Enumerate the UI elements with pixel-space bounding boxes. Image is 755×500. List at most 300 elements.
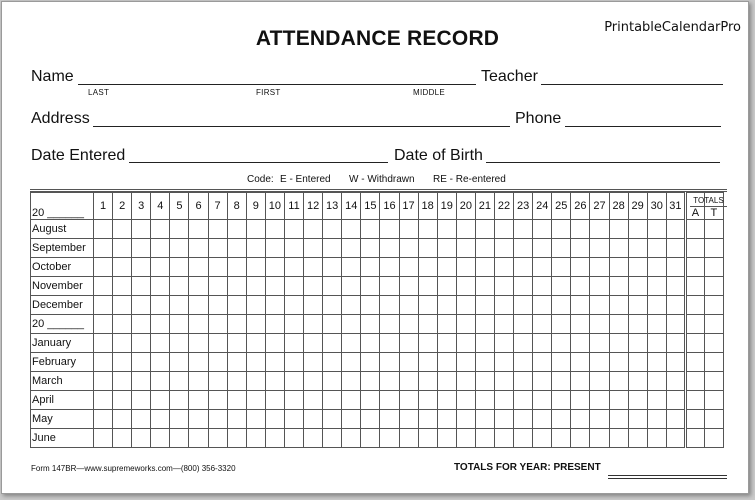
attendance-cell[interactable] (552, 391, 571, 410)
attendance-cell[interactable] (514, 429, 533, 448)
attendance-cell[interactable] (208, 391, 227, 410)
attendance-cell[interactable] (170, 334, 189, 353)
attendance-cell[interactable] (418, 353, 437, 372)
attendance-cell[interactable] (94, 391, 113, 410)
attendance-cell[interactable] (380, 391, 399, 410)
attendance-cell[interactable] (609, 372, 628, 391)
attendance-cell[interactable] (132, 220, 151, 239)
attendance-cell[interactable] (132, 258, 151, 277)
attendance-cell[interactable] (609, 410, 628, 429)
attendance-cell[interactable] (380, 258, 399, 277)
attendance-cell[interactable] (113, 258, 132, 277)
attendance-cell[interactable] (533, 258, 552, 277)
attendance-cell[interactable] (323, 429, 342, 448)
attendance-cell[interactable] (475, 296, 494, 315)
attendance-cell[interactable] (132, 353, 151, 372)
attendance-cell[interactable] (590, 353, 609, 372)
attendance-cell[interactable] (552, 410, 571, 429)
attendance-cell[interactable] (246, 372, 265, 391)
attendance-cell[interactable] (456, 391, 475, 410)
attendance-cell[interactable] (189, 258, 208, 277)
attendance-cell[interactable] (94, 429, 113, 448)
attendance-cell[interactable] (590, 315, 609, 334)
attendance-cell[interactable] (609, 296, 628, 315)
totals-cell[interactable] (685, 258, 704, 277)
attendance-cell[interactable] (514, 353, 533, 372)
totals-cell[interactable] (704, 410, 723, 429)
attendance-cell[interactable] (132, 277, 151, 296)
attendance-cell[interactable] (304, 315, 323, 334)
attendance-cell[interactable] (246, 391, 265, 410)
attendance-cell[interactable] (284, 258, 303, 277)
attendance-cell[interactable] (456, 277, 475, 296)
attendance-cell[interactable] (533, 239, 552, 258)
attendance-cell[interactable] (113, 391, 132, 410)
attendance-cell[interactable] (456, 353, 475, 372)
attendance-cell[interactable] (304, 220, 323, 239)
attendance-cell[interactable] (304, 334, 323, 353)
attendance-cell[interactable] (265, 239, 284, 258)
attendance-cell[interactable] (361, 429, 380, 448)
attendance-cell[interactable] (323, 372, 342, 391)
teacher-field[interactable] (541, 84, 723, 85)
attendance-cell[interactable] (227, 239, 246, 258)
attendance-cell[interactable] (132, 429, 151, 448)
attendance-cell[interactable] (284, 410, 303, 429)
attendance-cell[interactable] (437, 372, 456, 391)
attendance-cell[interactable] (208, 239, 227, 258)
attendance-cell[interactable] (437, 410, 456, 429)
attendance-cell[interactable] (94, 315, 113, 334)
attendance-cell[interactable] (170, 220, 189, 239)
attendance-cell[interactable] (628, 391, 647, 410)
totals-cell[interactable] (685, 391, 704, 410)
attendance-cell[interactable] (170, 372, 189, 391)
attendance-cell[interactable] (399, 410, 418, 429)
attendance-cell[interactable] (304, 391, 323, 410)
attendance-cell[interactable] (265, 258, 284, 277)
attendance-cell[interactable] (342, 334, 361, 353)
attendance-cell[interactable] (647, 429, 666, 448)
attendance-cell[interactable] (323, 239, 342, 258)
attendance-cell[interactable] (514, 220, 533, 239)
attendance-cell[interactable] (399, 334, 418, 353)
attendance-cell[interactable] (132, 239, 151, 258)
attendance-cell[interactable] (399, 429, 418, 448)
attendance-cell[interactable] (628, 429, 647, 448)
attendance-cell[interactable] (323, 410, 342, 429)
attendance-cell[interactable] (514, 315, 533, 334)
attendance-cell[interactable] (628, 372, 647, 391)
attendance-cell[interactable] (533, 410, 552, 429)
attendance-cell[interactable] (304, 258, 323, 277)
attendance-cell[interactable] (284, 429, 303, 448)
attendance-cell[interactable] (323, 353, 342, 372)
attendance-cell[interactable] (380, 429, 399, 448)
year-label[interactable]: 20 ______ (31, 193, 94, 220)
date-entered-field[interactable] (129, 162, 388, 163)
phone-field[interactable] (565, 126, 721, 127)
attendance-cell[interactable] (571, 220, 590, 239)
attendance-cell[interactable] (418, 429, 437, 448)
attendance-cell[interactable] (189, 315, 208, 334)
attendance-cell[interactable] (590, 277, 609, 296)
attendance-cell[interactable] (494, 239, 513, 258)
attendance-cell[interactable] (380, 239, 399, 258)
attendance-cell[interactable] (590, 372, 609, 391)
attendance-cell[interactable] (113, 372, 132, 391)
attendance-cell[interactable] (265, 296, 284, 315)
attendance-cell[interactable] (437, 296, 456, 315)
attendance-cell[interactable] (514, 334, 533, 353)
attendance-cell[interactable] (304, 296, 323, 315)
attendance-cell[interactable] (227, 372, 246, 391)
attendance-cell[interactable] (94, 277, 113, 296)
attendance-cell[interactable] (323, 391, 342, 410)
totals-cell[interactable] (704, 353, 723, 372)
attendance-cell[interactable] (494, 277, 513, 296)
attendance-cell[interactable] (227, 220, 246, 239)
totals-present-line[interactable] (608, 475, 727, 476)
attendance-cell[interactable] (494, 220, 513, 239)
attendance-cell[interactable] (609, 334, 628, 353)
attendance-cell[interactable] (170, 239, 189, 258)
attendance-cell[interactable] (647, 391, 666, 410)
attendance-cell[interactable] (189, 372, 208, 391)
attendance-cell[interactable] (437, 353, 456, 372)
attendance-cell[interactable] (590, 334, 609, 353)
attendance-cell[interactable] (628, 239, 647, 258)
attendance-cell[interactable] (380, 296, 399, 315)
attendance-cell[interactable] (380, 353, 399, 372)
attendance-cell[interactable] (647, 372, 666, 391)
totals-cell[interactable] (704, 429, 723, 448)
attendance-cell[interactable] (151, 296, 170, 315)
totals-cell[interactable] (704, 296, 723, 315)
attendance-cell[interactable] (151, 277, 170, 296)
totals-cell[interactable] (704, 277, 723, 296)
attendance-cell[interactable] (647, 334, 666, 353)
attendance-cell[interactable] (647, 410, 666, 429)
attendance-cell[interactable] (418, 372, 437, 391)
attendance-cell[interactable] (647, 258, 666, 277)
attendance-cell[interactable] (418, 391, 437, 410)
attendance-cell[interactable] (342, 429, 361, 448)
attendance-cell[interactable] (494, 258, 513, 277)
attendance-cell[interactable] (552, 296, 571, 315)
attendance-cell[interactable] (533, 334, 552, 353)
attendance-cell[interactable] (132, 391, 151, 410)
attendance-cell[interactable] (227, 410, 246, 429)
attendance-cell[interactable] (475, 334, 494, 353)
attendance-cell[interactable] (552, 429, 571, 448)
attendance-cell[interactable] (380, 220, 399, 239)
attendance-cell[interactable] (552, 334, 571, 353)
attendance-cell[interactable] (399, 353, 418, 372)
totals-cell[interactable] (704, 315, 723, 334)
attendance-cell[interactable] (113, 315, 132, 334)
attendance-cell[interactable] (361, 315, 380, 334)
attendance-cell[interactable] (284, 334, 303, 353)
attendance-cell[interactable] (533, 353, 552, 372)
attendance-cell[interactable] (647, 277, 666, 296)
attendance-cell[interactable] (514, 372, 533, 391)
totals-cell[interactable] (685, 315, 704, 334)
attendance-cell[interactable] (170, 391, 189, 410)
attendance-cell[interactable] (151, 334, 170, 353)
attendance-cell[interactable] (246, 239, 265, 258)
attendance-cell[interactable] (456, 429, 475, 448)
attendance-cell[interactable] (666, 296, 685, 315)
attendance-cell[interactable] (113, 220, 132, 239)
attendance-cell[interactable] (628, 410, 647, 429)
attendance-cell[interactable] (380, 315, 399, 334)
attendance-cell[interactable] (609, 258, 628, 277)
attendance-cell[interactable] (475, 315, 494, 334)
attendance-cell[interactable] (113, 334, 132, 353)
attendance-cell[interactable] (437, 277, 456, 296)
attendance-cell[interactable] (456, 258, 475, 277)
attendance-cell[interactable] (437, 315, 456, 334)
attendance-cell[interactable] (208, 277, 227, 296)
attendance-cell[interactable] (361, 296, 380, 315)
attendance-cell[interactable] (399, 220, 418, 239)
attendance-cell[interactable] (342, 372, 361, 391)
attendance-cell[interactable] (533, 372, 552, 391)
attendance-cell[interactable] (94, 372, 113, 391)
attendance-cell[interactable] (227, 391, 246, 410)
attendance-cell[interactable] (552, 315, 571, 334)
attendance-cell[interactable] (475, 410, 494, 429)
attendance-cell[interactable] (208, 372, 227, 391)
attendance-cell[interactable] (189, 353, 208, 372)
attendance-cell[interactable] (437, 220, 456, 239)
attendance-cell[interactable] (208, 296, 227, 315)
attendance-cell[interactable] (189, 410, 208, 429)
attendance-cell[interactable] (475, 429, 494, 448)
attendance-cell[interactable] (456, 334, 475, 353)
attendance-cell[interactable] (666, 353, 685, 372)
attendance-cell[interactable] (151, 372, 170, 391)
attendance-cell[interactable] (170, 429, 189, 448)
attendance-cell[interactable] (494, 429, 513, 448)
attendance-cell[interactable] (265, 315, 284, 334)
totals-cell[interactable] (685, 334, 704, 353)
attendance-cell[interactable] (246, 277, 265, 296)
attendance-cell[interactable] (151, 220, 170, 239)
attendance-cell[interactable] (609, 315, 628, 334)
attendance-cell[interactable] (494, 296, 513, 315)
attendance-cell[interactable] (647, 353, 666, 372)
attendance-cell[interactable] (399, 372, 418, 391)
attendance-cell[interactable] (170, 315, 189, 334)
attendance-cell[interactable] (571, 334, 590, 353)
attendance-cell[interactable] (514, 296, 533, 315)
attendance-cell[interactable] (666, 220, 685, 239)
attendance-cell[interactable] (552, 372, 571, 391)
attendance-cell[interactable] (514, 258, 533, 277)
attendance-cell[interactable] (494, 334, 513, 353)
attendance-cell[interactable] (342, 277, 361, 296)
attendance-cell[interactable] (361, 258, 380, 277)
attendance-cell[interactable] (94, 353, 113, 372)
attendance-cell[interactable] (647, 239, 666, 258)
attendance-cell[interactable] (323, 220, 342, 239)
attendance-cell[interactable] (208, 429, 227, 448)
attendance-cell[interactable] (571, 239, 590, 258)
attendance-cell[interactable] (189, 239, 208, 258)
attendance-cell[interactable] (94, 410, 113, 429)
attendance-cell[interactable] (208, 353, 227, 372)
attendance-cell[interactable] (284, 296, 303, 315)
attendance-cell[interactable] (590, 220, 609, 239)
attendance-cell[interactable] (418, 239, 437, 258)
attendance-cell[interactable] (323, 315, 342, 334)
attendance-cell[interactable] (533, 220, 552, 239)
attendance-cell[interactable] (284, 220, 303, 239)
attendance-cell[interactable] (666, 334, 685, 353)
attendance-cell[interactable] (533, 315, 552, 334)
attendance-cell[interactable] (227, 258, 246, 277)
attendance-cell[interactable] (514, 391, 533, 410)
attendance-cell[interactable] (647, 296, 666, 315)
attendance-cell[interactable] (227, 353, 246, 372)
attendance-cell[interactable] (361, 372, 380, 391)
attendance-cell[interactable] (304, 372, 323, 391)
attendance-cell[interactable] (151, 391, 170, 410)
attendance-cell[interactable] (246, 258, 265, 277)
attendance-cell[interactable] (666, 315, 685, 334)
attendance-cell[interactable] (533, 296, 552, 315)
totals-cell[interactable] (685, 353, 704, 372)
attendance-cell[interactable] (399, 277, 418, 296)
attendance-cell[interactable] (284, 277, 303, 296)
attendance-cell[interactable] (170, 277, 189, 296)
date-of-birth-field[interactable] (486, 162, 720, 163)
attendance-cell[interactable] (418, 277, 437, 296)
attendance-cell[interactable] (113, 277, 132, 296)
attendance-cell[interactable] (456, 296, 475, 315)
attendance-cell[interactable] (208, 258, 227, 277)
attendance-cell[interactable] (571, 372, 590, 391)
attendance-cell[interactable] (246, 429, 265, 448)
name-field[interactable] (78, 84, 476, 85)
attendance-cell[interactable] (189, 334, 208, 353)
attendance-cell[interactable] (284, 391, 303, 410)
attendance-cell[interactable] (609, 239, 628, 258)
attendance-cell[interactable] (475, 372, 494, 391)
totals-cell[interactable] (685, 239, 704, 258)
attendance-cell[interactable] (590, 429, 609, 448)
attendance-cell[interactable] (666, 429, 685, 448)
attendance-cell[interactable] (304, 239, 323, 258)
attendance-cell[interactable] (246, 315, 265, 334)
attendance-cell[interactable] (265, 353, 284, 372)
attendance-cell[interactable] (323, 296, 342, 315)
attendance-cell[interactable] (552, 220, 571, 239)
attendance-cell[interactable] (666, 239, 685, 258)
attendance-cell[interactable] (170, 258, 189, 277)
attendance-cell[interactable] (456, 410, 475, 429)
attendance-cell[interactable] (571, 429, 590, 448)
attendance-cell[interactable] (265, 220, 284, 239)
attendance-cell[interactable] (342, 258, 361, 277)
attendance-cell[interactable] (571, 391, 590, 410)
attendance-cell[interactable] (246, 353, 265, 372)
totals-cell[interactable] (685, 429, 704, 448)
attendance-cell[interactable] (418, 258, 437, 277)
attendance-cell[interactable] (628, 315, 647, 334)
attendance-cell[interactable] (113, 429, 132, 448)
attendance-cell[interactable] (514, 239, 533, 258)
attendance-cell[interactable] (361, 220, 380, 239)
attendance-cell[interactable] (456, 372, 475, 391)
attendance-cell[interactable] (380, 410, 399, 429)
attendance-cell[interactable] (514, 277, 533, 296)
totals-cell[interactable] (704, 258, 723, 277)
totals-cell[interactable] (704, 239, 723, 258)
attendance-cell[interactable] (227, 277, 246, 296)
attendance-cell[interactable] (552, 353, 571, 372)
attendance-cell[interactable] (151, 353, 170, 372)
attendance-cell[interactable] (151, 315, 170, 334)
attendance-cell[interactable] (609, 353, 628, 372)
attendance-cell[interactable] (628, 258, 647, 277)
totals-cell[interactable] (704, 391, 723, 410)
attendance-cell[interactable] (113, 296, 132, 315)
attendance-cell[interactable] (132, 315, 151, 334)
attendance-cell[interactable] (189, 296, 208, 315)
totals-cell[interactable] (685, 410, 704, 429)
attendance-cell[interactable] (475, 258, 494, 277)
totals-cell[interactable] (685, 220, 704, 239)
attendance-cell[interactable] (399, 315, 418, 334)
attendance-cell[interactable] (475, 277, 494, 296)
attendance-cell[interactable] (590, 391, 609, 410)
attendance-cell[interactable] (456, 315, 475, 334)
attendance-cell[interactable] (437, 258, 456, 277)
attendance-cell[interactable] (571, 315, 590, 334)
attendance-cell[interactable] (437, 334, 456, 353)
attendance-cell[interactable] (456, 220, 475, 239)
attendance-cell[interactable] (609, 391, 628, 410)
attendance-cell[interactable] (399, 391, 418, 410)
attendance-cell[interactable] (342, 315, 361, 334)
attendance-cell[interactable] (304, 353, 323, 372)
attendance-cell[interactable] (571, 353, 590, 372)
attendance-cell[interactable] (494, 391, 513, 410)
attendance-cell[interactable] (571, 296, 590, 315)
attendance-cell[interactable] (246, 410, 265, 429)
attendance-cell[interactable] (189, 391, 208, 410)
attendance-cell[interactable] (628, 277, 647, 296)
attendance-cell[interactable] (533, 277, 552, 296)
address-field[interactable] (93, 126, 510, 127)
attendance-cell[interactable] (494, 353, 513, 372)
attendance-cell[interactable] (475, 391, 494, 410)
attendance-cell[interactable] (552, 239, 571, 258)
attendance-cell[interactable] (647, 220, 666, 239)
attendance-cell[interactable] (533, 391, 552, 410)
attendance-cell[interactable] (208, 334, 227, 353)
attendance-cell[interactable] (475, 220, 494, 239)
attendance-cell[interactable] (132, 334, 151, 353)
attendance-cell[interactable] (571, 258, 590, 277)
attendance-cell[interactable] (304, 277, 323, 296)
attendance-cell[interactable] (666, 258, 685, 277)
attendance-cell[interactable] (628, 334, 647, 353)
attendance-cell[interactable] (380, 334, 399, 353)
